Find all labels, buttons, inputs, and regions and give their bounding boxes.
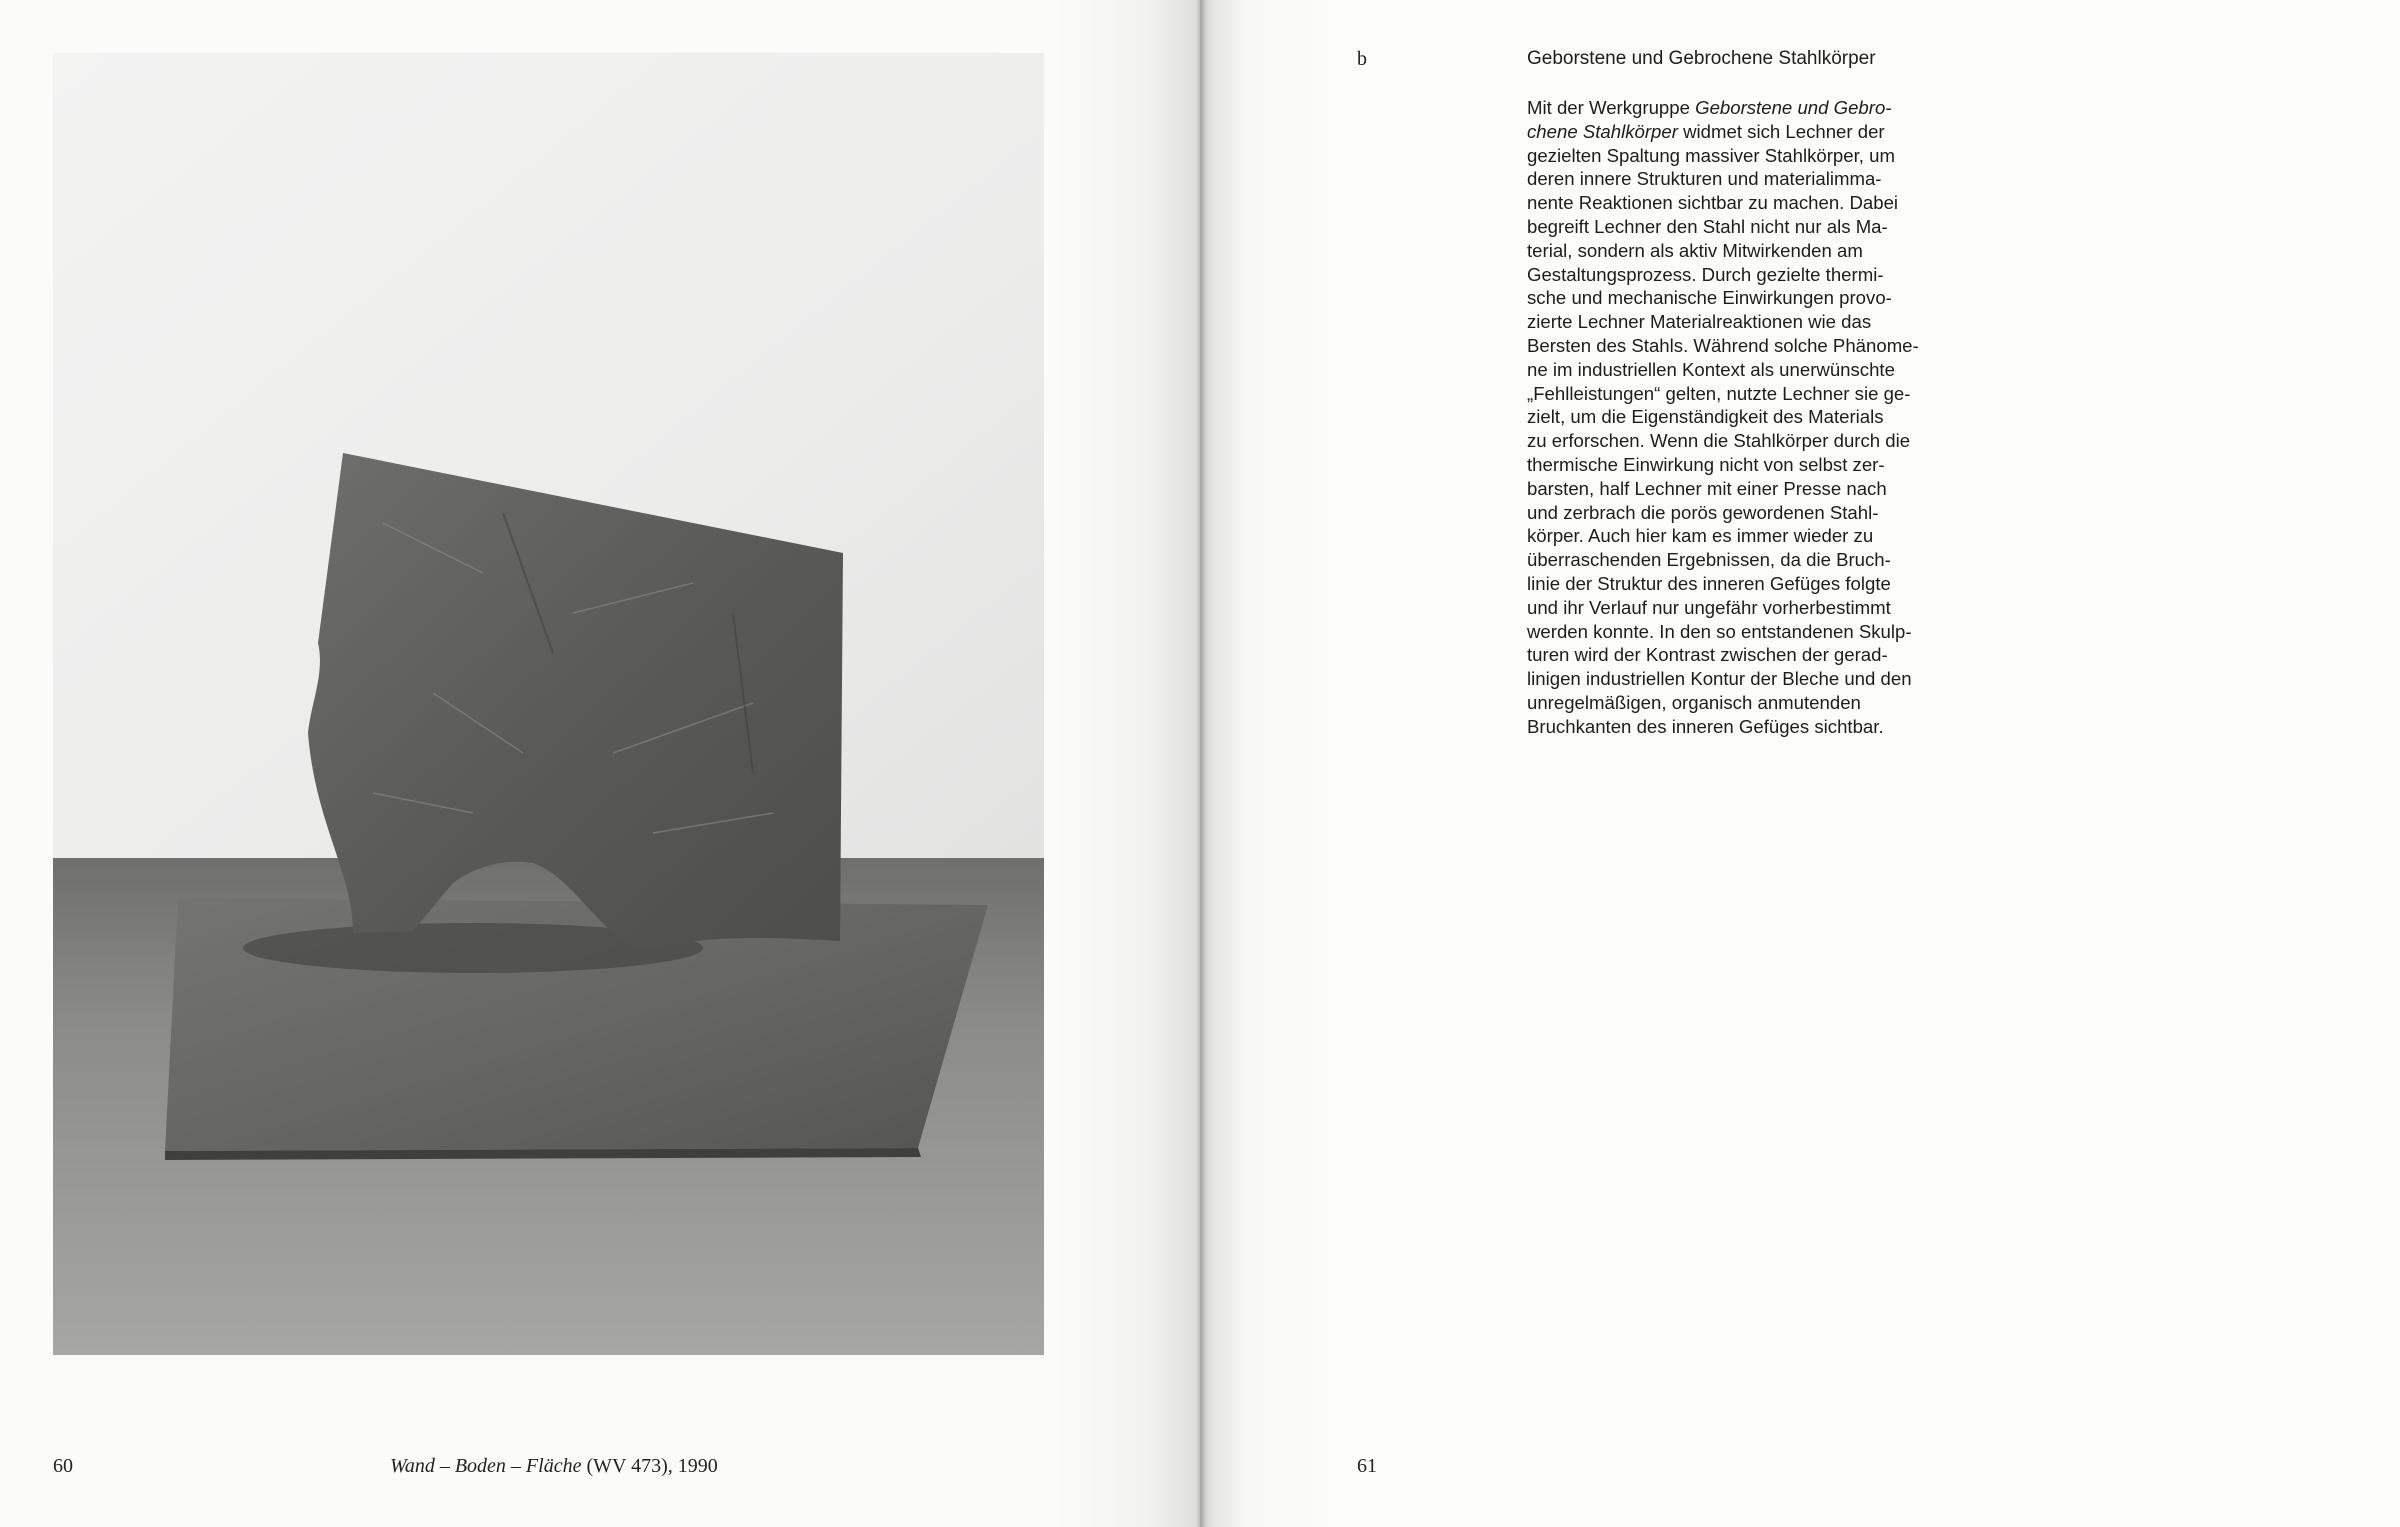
section-title: Geborstene und Gebrochene Stahlkörper [1527, 48, 1876, 69]
body-line: linigen industriellen Kontur der Bleche und den [1527, 668, 1912, 690]
body-line: unregelmäßigen, organisch anmutenden [1527, 691, 1861, 713]
body-line: überraschenden Ergebnissen, da die Bruch- [1527, 549, 1891, 571]
body-line: Bersten des Stahls. Während solche Phänome- [1527, 334, 1919, 356]
body-line [1527, 120, 1947, 144]
body-line: Bruchkanten des inneren Gefüges sichtbar. [1527, 715, 1884, 737]
body-line-text: Mit der Werkgruppe [1527, 97, 1696, 118]
body-line: zielt, um die Eigenständigkeit des Materials [1527, 406, 1884, 428]
body-line: thermische Einwirkung nicht von selbst zer- [1527, 453, 1885, 475]
steel-sculpture-photo [53, 53, 1044, 1355]
body-line: terial, sondern als aktiv Mitwirkenden am [1527, 239, 1863, 261]
body-line: nente Reaktionen sichtbar zu machen. Dabei [1527, 192, 1899, 214]
body-line: begreift Lechner den Stahl nicht nur als Ma- [1527, 215, 1888, 237]
body-line: und ihr Verlauf nur ungefähr vorherbestimmt [1527, 596, 1891, 618]
body-line: werden konnte. In den so entstandenen Skulp- [1527, 620, 1912, 642]
body-line [1527, 96, 1947, 120]
body-line: barsten, half Lechner mit einer Presse nach [1527, 477, 1887, 499]
body-line: und zerbrach die porös gewordenen Stahl- [1527, 501, 1879, 523]
page-number-left: 60 [53, 1455, 73, 1477]
book-gutter [1196, 0, 1206, 1527]
body-line: sche und mechanische Einwirkungen provo- [1527, 287, 1892, 309]
work-group-title: Geborstene und Gebro- [1695, 97, 1892, 118]
figure-caption [390, 1455, 718, 1478]
page-number-right: 61 [1357, 1455, 1377, 1477]
body-line-text: widmet sich Lechner der [1677, 120, 1885, 142]
body-text [1527, 96, 1947, 739]
body-line: turen wird der Kontrast zwischen der gerad- [1527, 644, 1888, 666]
caption-details: (WV 473), 1990 [581, 1455, 718, 1477]
body-line: Gestaltungsprozess. Durch gezielte thermi- [1527, 263, 1884, 285]
caption-title: Wand – Boden – Fläche [390, 1455, 582, 1477]
body-line: deren innere Strukturen und materialimma- [1527, 168, 1882, 190]
body-line: ne im industriellen Kontext als unerwünschte [1527, 358, 1895, 380]
body-line: „Fehlleistungen“ gelten, nutzte Lechner sie ge- [1527, 382, 1911, 404]
body-line: zu erforschen. Wenn die Stahlkörper durch die [1527, 430, 1911, 452]
body-line: zierte Lechner Materialreaktionen wie das [1527, 311, 1872, 333]
body-line: körper. Auch hier kam es immer wieder zu [1527, 525, 1874, 547]
body-line: gezielten Spaltung massiver Stahlkörper, um [1527, 144, 1895, 166]
body-line: linie der Struktur des inneren Gefüges folgte [1527, 572, 1891, 594]
work-group-title: chene Stahlkörper [1527, 120, 1678, 142]
section-letter: b [1357, 48, 1367, 70]
